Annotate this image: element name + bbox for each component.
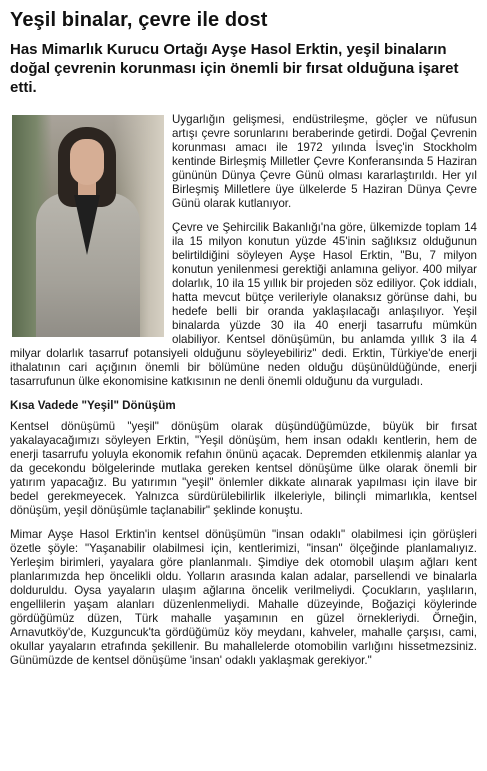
article-title: Yeşil binalar, çevre ile dost bbox=[10, 9, 268, 31]
paragraph-1: Uygarlığın gelişmesi, endüstrileşme, göçler ve nüfusun artışı çevre sorunlarını beraberinde getirdi. Doğal Çevrenin korunması amacı ile 1972 yılında İsveç'in Stockholm kentinde Birleşmiş Milletler Çevre Konferansında 5 Haziran gününün Dünya Çevre Günü olması kararlaştırıldı. Her yıl Birleşmiş Milletlere üye ülkelerde 5 Haziran Dünya Çevre Günü olarak kutlanıyor. bbox=[172, 113, 477, 210]
portrait-photo bbox=[12, 115, 164, 337]
paragraph-2: Çevre ve Şehircilik Bakanlığı'na göre, ülkemizde toplam 14 ila 15 milyon konutun yüzde 45'inin sağlıksız olduğunun belirtildiğini söyleyen Ayşe Hasol Erktin, "Bu, 7 milyon konutun yenilenmesi gerektiği anlamına geliyor. 400 milyar dolarlık, 10 ila 15 yıllık bir projeden söz ediliyor. Çok iddialı, hatta mevcut bütçe verileriyle olanaksız görünse dahi, bu hedefe belli bir oranda yaklaşılacağı anlaşılıyor. Yeşil binalarda yüzde 30 ila 40 enerji tasarrufu mümkün olabiliyor. Kentsel dönüşümün, bu anlamda yıllık 3 ila 4 milyar dolarlık tasarruf potansiyeli olduğunu söyleyebiliriz" dedi. Erktin, Türkiye'de enerji ithalatının cari açığının önemli bir bölümüne neden olduğu düşünüldüğünde, enerji tasarrufunun ülke ekonomisine katkısının ne denli önemli olduğunu da vurguladı. bbox=[10, 221, 477, 388]
article-lead: Has Mimarlık Kurucu Ortağı Ayşe Hasol Erktin, yeşil binaların doğal çevrenin korunması için önemli bir fırsat olduğuna işaret etti. bbox=[10, 41, 459, 96]
portrait-image bbox=[12, 115, 164, 337]
paragraph-4: Mimar Ayşe Hasol Erktin'in kentsel dönüşümün "insan odaklı" olabilmesi için görüşleri özetle şöyle: "Yaşanabilir olabilmesi için, kentlerimizi, "insan" ölçeğinde planlamalıyız. Yerleşim birimleri, yayalara göre planlanmalı. Şimdiye dek otomobil ulaşım ağları kent planlarımızda hep öncelikli oldu. Yolların arasında kalan adalar, parsellendi ve binalarla dolduruldu. Oysa yayaların ulaşım ağlarına öncelik verilmeliydi. Çocukların, yaşlıların, engellilerin yaşam alanları düzenlenmeliydi. Mahalle düzeyinde, Boğaziçi köylerinde gördüğümüz düzen, Türk mahalle yaşamının en güzel örnekleriydi. Örneğin, Arnavutköy'de, Kuzguncuk'ta gördüğümüz köy meydanı, kahveler, mahalle çarşısı, cami, okullar yayaların etrafında şekillenir. Bu mahallelerde otomobilin varlığını hissetmezsiniz. Günümüzde de kentsel dönüşüme 'insan' odaklı yaklaşmak gerekiyor." bbox=[10, 528, 477, 667]
paragraph-3: Kentsel dönüşümü "yeşil" dönüşüm olarak düşündüğümüzde, büyük bir fırsat yakalayacağımızı söyleyen Erktin, "Yeşil dönüşüm, hem insan odaklı kentlerin, hem de enerji tasarrufu yoluyla ekonomik refahın önünü açacak. Depremden etkilenmiş alanlar ya da gecekondu bölgelerinde mutlaka gereken kentsel dönüşüme ülke olarak önemli bir yatırım yapacağız. Bu yatırımın "yeşil" önlemler dikkate alınarak yapılması için ilave bir bedel gerekmeyecek. Yalnızca sürdürülebilirlik ilkeleriyle, bilinçli mimarlıkla, kentsel dönüşüm, yeşil dönüşümle taçlanabilir" şeklinde konuştu. bbox=[10, 420, 477, 517]
section-heading: Kısa Vadede "Yeşil" Dönüşüm bbox=[10, 399, 176, 412]
